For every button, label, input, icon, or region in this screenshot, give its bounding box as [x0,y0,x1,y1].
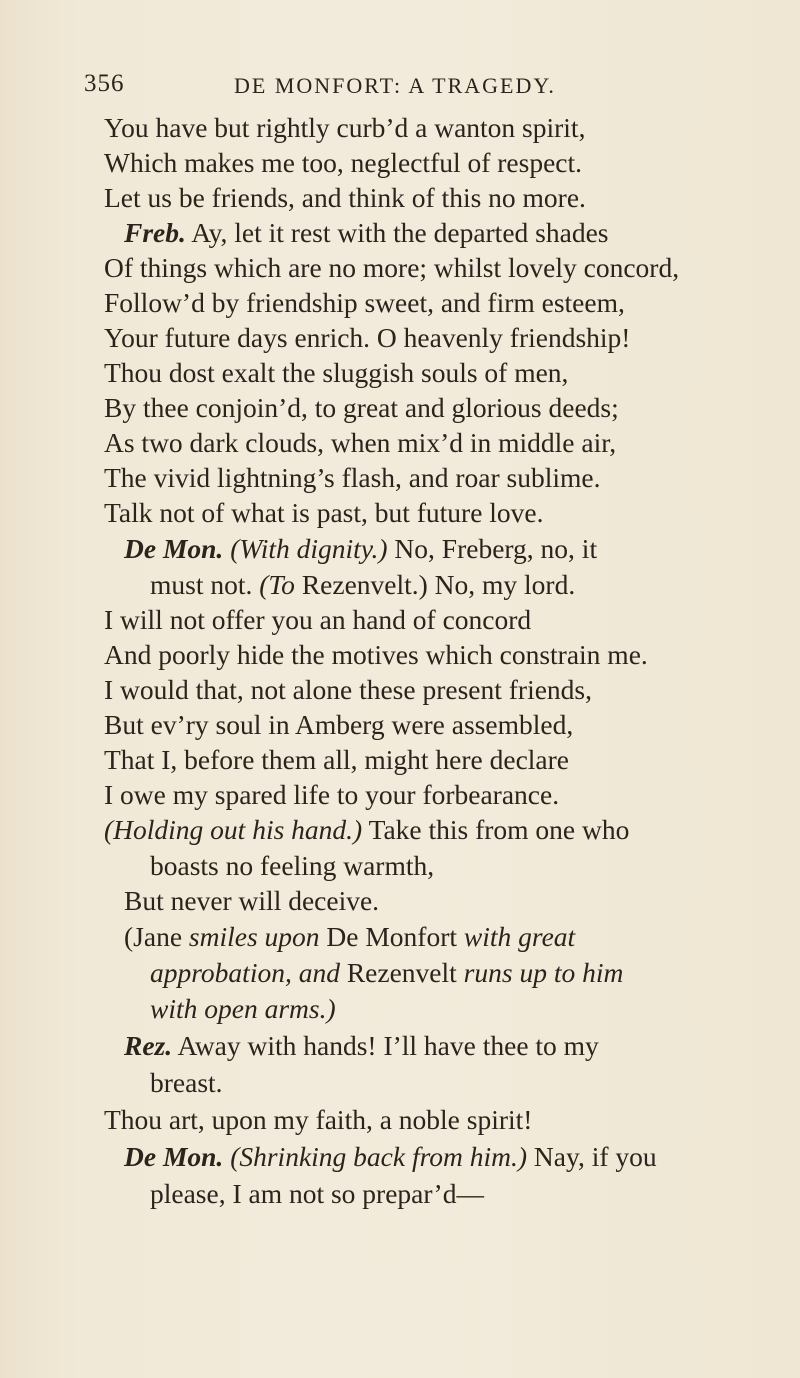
line-text: But ev’ry soul in Amberg were assembled, [104,709,574,740]
verse-line [150,567,575,603]
page-number: 356 [84,70,125,97]
line-text: (Jane [124,921,189,952]
line-text: Let us be friends, and think of this no more. [104,182,586,213]
speaker-name: De Mon. [124,1141,224,1172]
line-text: Your future days enrich. O heavenly friendship! [104,322,631,353]
verse-line [104,812,629,848]
stage-direction: (To [259,569,295,600]
line-text: Ay, let it rest with the departed shades [185,217,609,248]
verse-line [150,1176,484,1212]
verse-line [150,1065,223,1101]
line-text: And poorly hide the motives which constrain me. [104,639,648,670]
line-text: Take this from one who [362,814,630,845]
verse-line [150,955,623,991]
line-text: By thee conjoin’d, to great and glorious deeds; [104,392,619,423]
line-text: please, I am not so prepar’d— [150,1178,484,1209]
verse-line [124,1028,599,1064]
verse-line [104,285,625,321]
verse-line [124,883,379,919]
verse-line [124,1139,657,1175]
line-text: boasts no feeling warmth, [150,850,435,881]
line-text: Away with hands! I’ll have thee to my [172,1030,599,1061]
line-text: As two dark clouds, when mix’d in middle air, [104,427,617,458]
verse-line [104,320,630,356]
line-text: Rezenvelt.) No, my lord. [294,569,576,600]
line-text: Which makes me too, neglectful of respect. [104,147,583,178]
stage-direction: runs up to him [463,957,624,988]
line-text: Follow’d by friendship sweet, and firm esteem, [104,287,625,318]
verse-line [150,848,434,884]
line-text: Talk not of what is past, but future love. [104,497,544,528]
verse-line [104,425,616,461]
verse-line [104,602,531,638]
line-text: De Monfort [319,921,464,952]
stage-direction: (Shrinking back from him.) [230,1141,528,1172]
stage-direction: (With dignity.) [230,533,388,564]
speaker-name: De Mon. [124,533,224,564]
line-text: The vivid lightning’s flash, and roar sublime. [104,462,601,493]
speaker-name: Freb. [124,217,186,248]
verse-line [124,531,597,567]
verse-line [150,991,336,1027]
line-text: Thou dost exalt the sluggish souls of men, [104,357,569,388]
line-text: I would that, not alone these present friends, [104,674,592,705]
verse-line [104,110,585,146]
line-text: Rezenvelt [339,957,464,988]
line-text: Of things which are no more; whilst lovely concord, [104,252,680,283]
line-text: Nay, if you [527,1141,657,1172]
stage-direction: with open arms.) [150,993,336,1024]
verse-line [104,390,619,426]
verse-line [104,460,600,496]
line-text: must not. [150,569,260,600]
verse-line [104,145,582,181]
speaker-name: Rez. [124,1030,173,1061]
verse-line [104,250,679,286]
line-text: Thou art, upon my faith, a noble spirit! [104,1104,533,1135]
line-text: No, Freberg, no, it [387,533,598,564]
verse-line [104,742,569,778]
verse-line [104,672,592,708]
verse-line [104,180,586,216]
verse-line [104,1102,532,1138]
line-text: I will not offer you an hand of concord [104,604,532,635]
verse-line [104,707,573,743]
line-text: I owe my spared life to your forbearance. [104,779,560,810]
line-text: That I, before them all, might here declare [104,744,569,775]
verse-line [104,495,544,531]
line-text: breast. [150,1067,223,1098]
verse-line [124,919,575,955]
verse-line [104,777,559,813]
stage-direction: (Holding out his hand.) [104,814,363,845]
stage-direction: with great [463,921,576,952]
stage-direction: smiles upon [188,921,320,952]
verse-line [104,355,568,391]
verse-line [124,215,608,251]
verse-line [104,637,648,673]
page-header [84,70,744,104]
running-title: DE MONFORT: A TRAGEDY. [234,73,556,98]
line-text: But never will deceive. [124,885,380,916]
stage-direction: approbation, and [150,957,340,988]
line-text: You have but rightly curb’d a wanton spirit, [104,112,586,143]
